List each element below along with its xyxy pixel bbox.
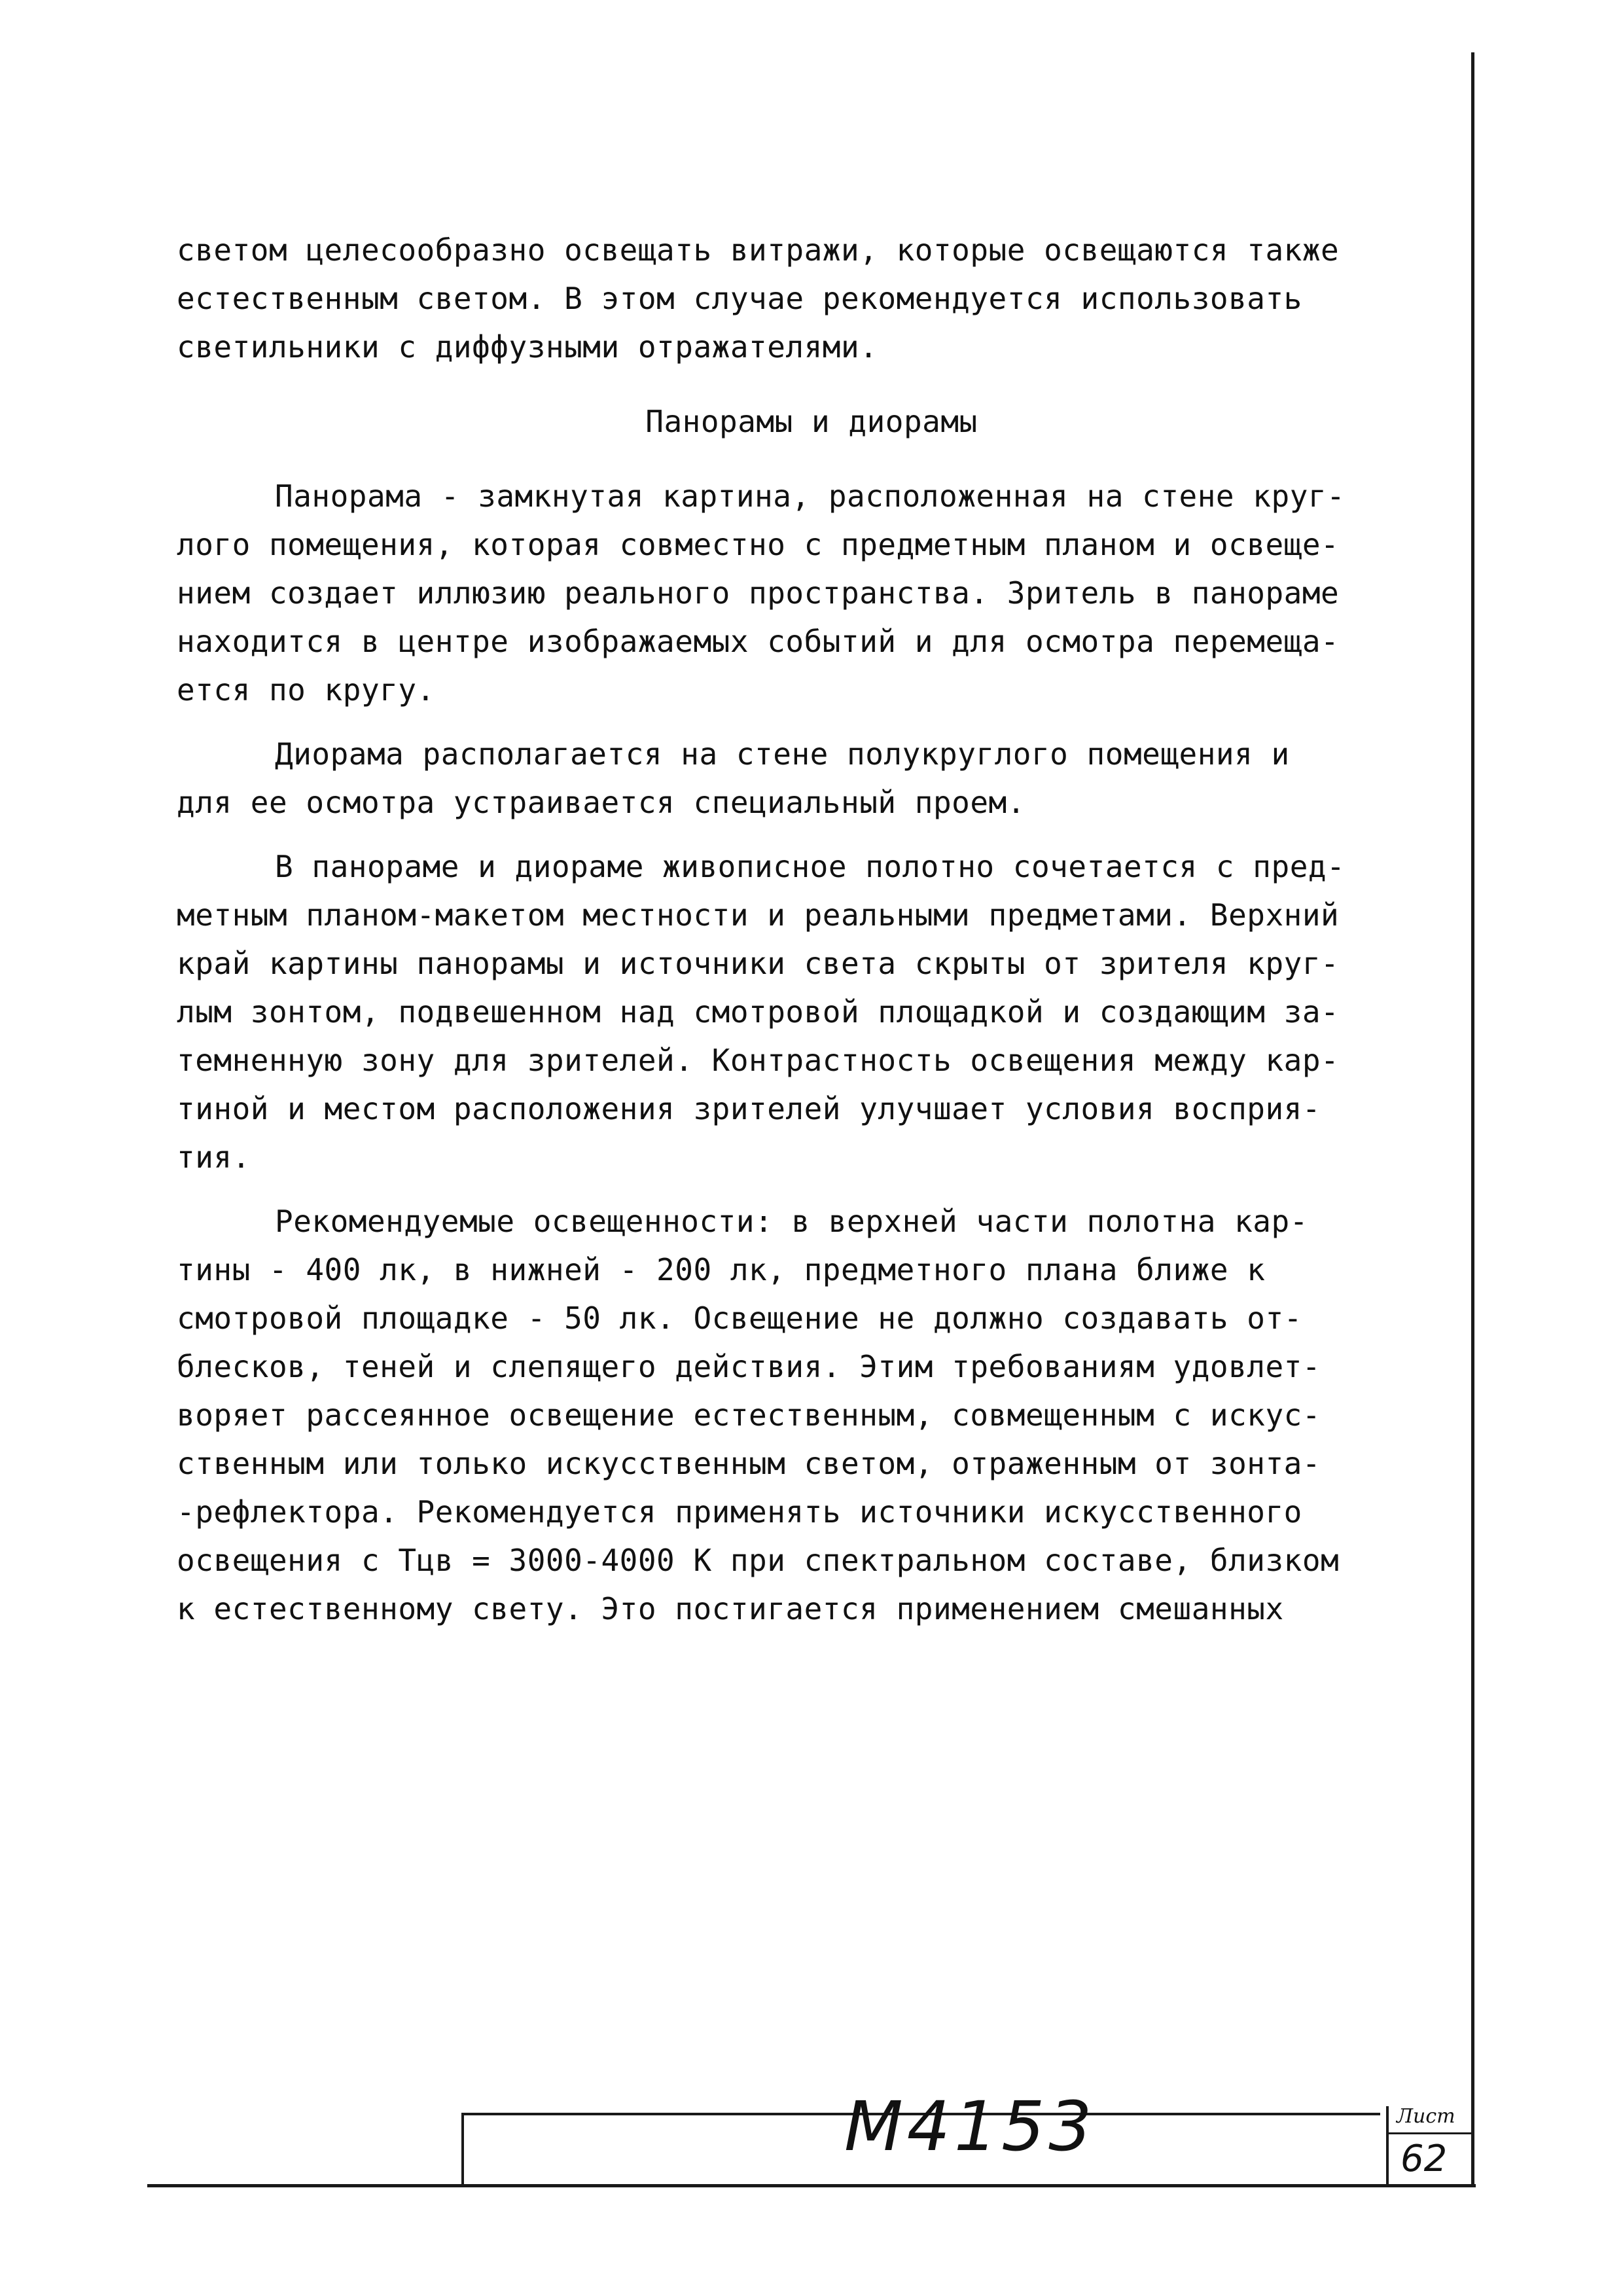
text-line: к естественному свету. Это постигается применением смешанных	[177, 1591, 1284, 1626]
text-line: для ее осмотра устраивается специальный проем.	[177, 785, 1026, 820]
document-number: M4153	[844, 2087, 1096, 2166]
sheet-box-divider	[1389, 2132, 1474, 2134]
text-line: находится в центре изображаемых событий и для осмотра перемеща-	[177, 624, 1340, 659]
text-line: темненную зону для зрителей. Контрастность освещения между кар-	[177, 1043, 1340, 1078]
sheet-label: Лист	[1397, 2105, 1455, 2128]
sheet-number-box	[1386, 2106, 1474, 2185]
text-line: лого помещения, которая совместно с предметным планом и освеще-	[177, 527, 1340, 562]
text-line: ется по кругу.	[177, 672, 435, 708]
text-line: край картины панорамы и источники света скрыты от зрителя круг-	[177, 946, 1340, 981]
text-line: Панорамы и диорамы	[645, 404, 978, 439]
text-line: нием создает иллюзию реального пространства. Зритель в панораме	[177, 575, 1340, 611]
text-line: Панорама - замкнутая картина, расположенная на стене круг-	[275, 478, 1346, 514]
paragraph	[177, 842, 1446, 1181]
text-line: светильники с диффузными отражателями.	[177, 329, 878, 365]
page-body	[177, 226, 1446, 1633]
sheet-number: 62	[1400, 2138, 1448, 2180]
text-line: освещения с Тцв = 3000-4000 К при спектральном составе, близком	[177, 1543, 1340, 1578]
paragraph	[177, 472, 1446, 714]
text-line: светом целесообразно освещать витражи, которые освещаются также	[177, 232, 1340, 268]
text-line: Диорама располагается на стене полукруглого помещения и	[275, 736, 1290, 772]
text-line: метным планом-макетом местности и реальными предметами. Верхний	[177, 897, 1340, 933]
paragraph	[177, 1197, 1446, 1633]
text-line: лым зонтом, подвешенном над смотровой площадкой и создающим за-	[177, 994, 1340, 1030]
text-line: тия.	[177, 1139, 251, 1175]
text-line: естественным светом. В этом случае рекомендуется использовать	[177, 281, 1302, 316]
text-line: блесков, теней и слепящего действия. Этим требованиям удовлет-	[177, 1349, 1321, 1384]
text-line: Рекомендуемые освещенности: в верхней части полотна кар-	[275, 1204, 1308, 1239]
paragraph	[177, 730, 1446, 827]
text-line: тины - 400 лк, в нижней - 200 лк, предметного плана ближе к	[177, 1252, 1266, 1287]
paragraph	[177, 226, 1446, 371]
section-heading	[177, 397, 1446, 446]
bottom-rule	[147, 2184, 1476, 2187]
text-line: ственным или только искусственным светом, отраженным от зонта-	[177, 1446, 1321, 1481]
text-line: В панораме и диораме живописное полотно сочетается с пред-	[275, 849, 1346, 884]
text-line: воряет рассеянное освещение естественным, совмещенным с искус-	[177, 1397, 1321, 1433]
text-line: тиной и местом расположения зрителей улучшает условия восприя-	[177, 1091, 1321, 1126]
text-line: смотровой площадке - 50 лк. Освещение не должно создавать от-	[177, 1300, 1302, 1336]
text-line: -рефлектора. Рекомендуется применять источники искусственного	[177, 1494, 1302, 1530]
right-margin-rule	[1471, 52, 1474, 2186]
